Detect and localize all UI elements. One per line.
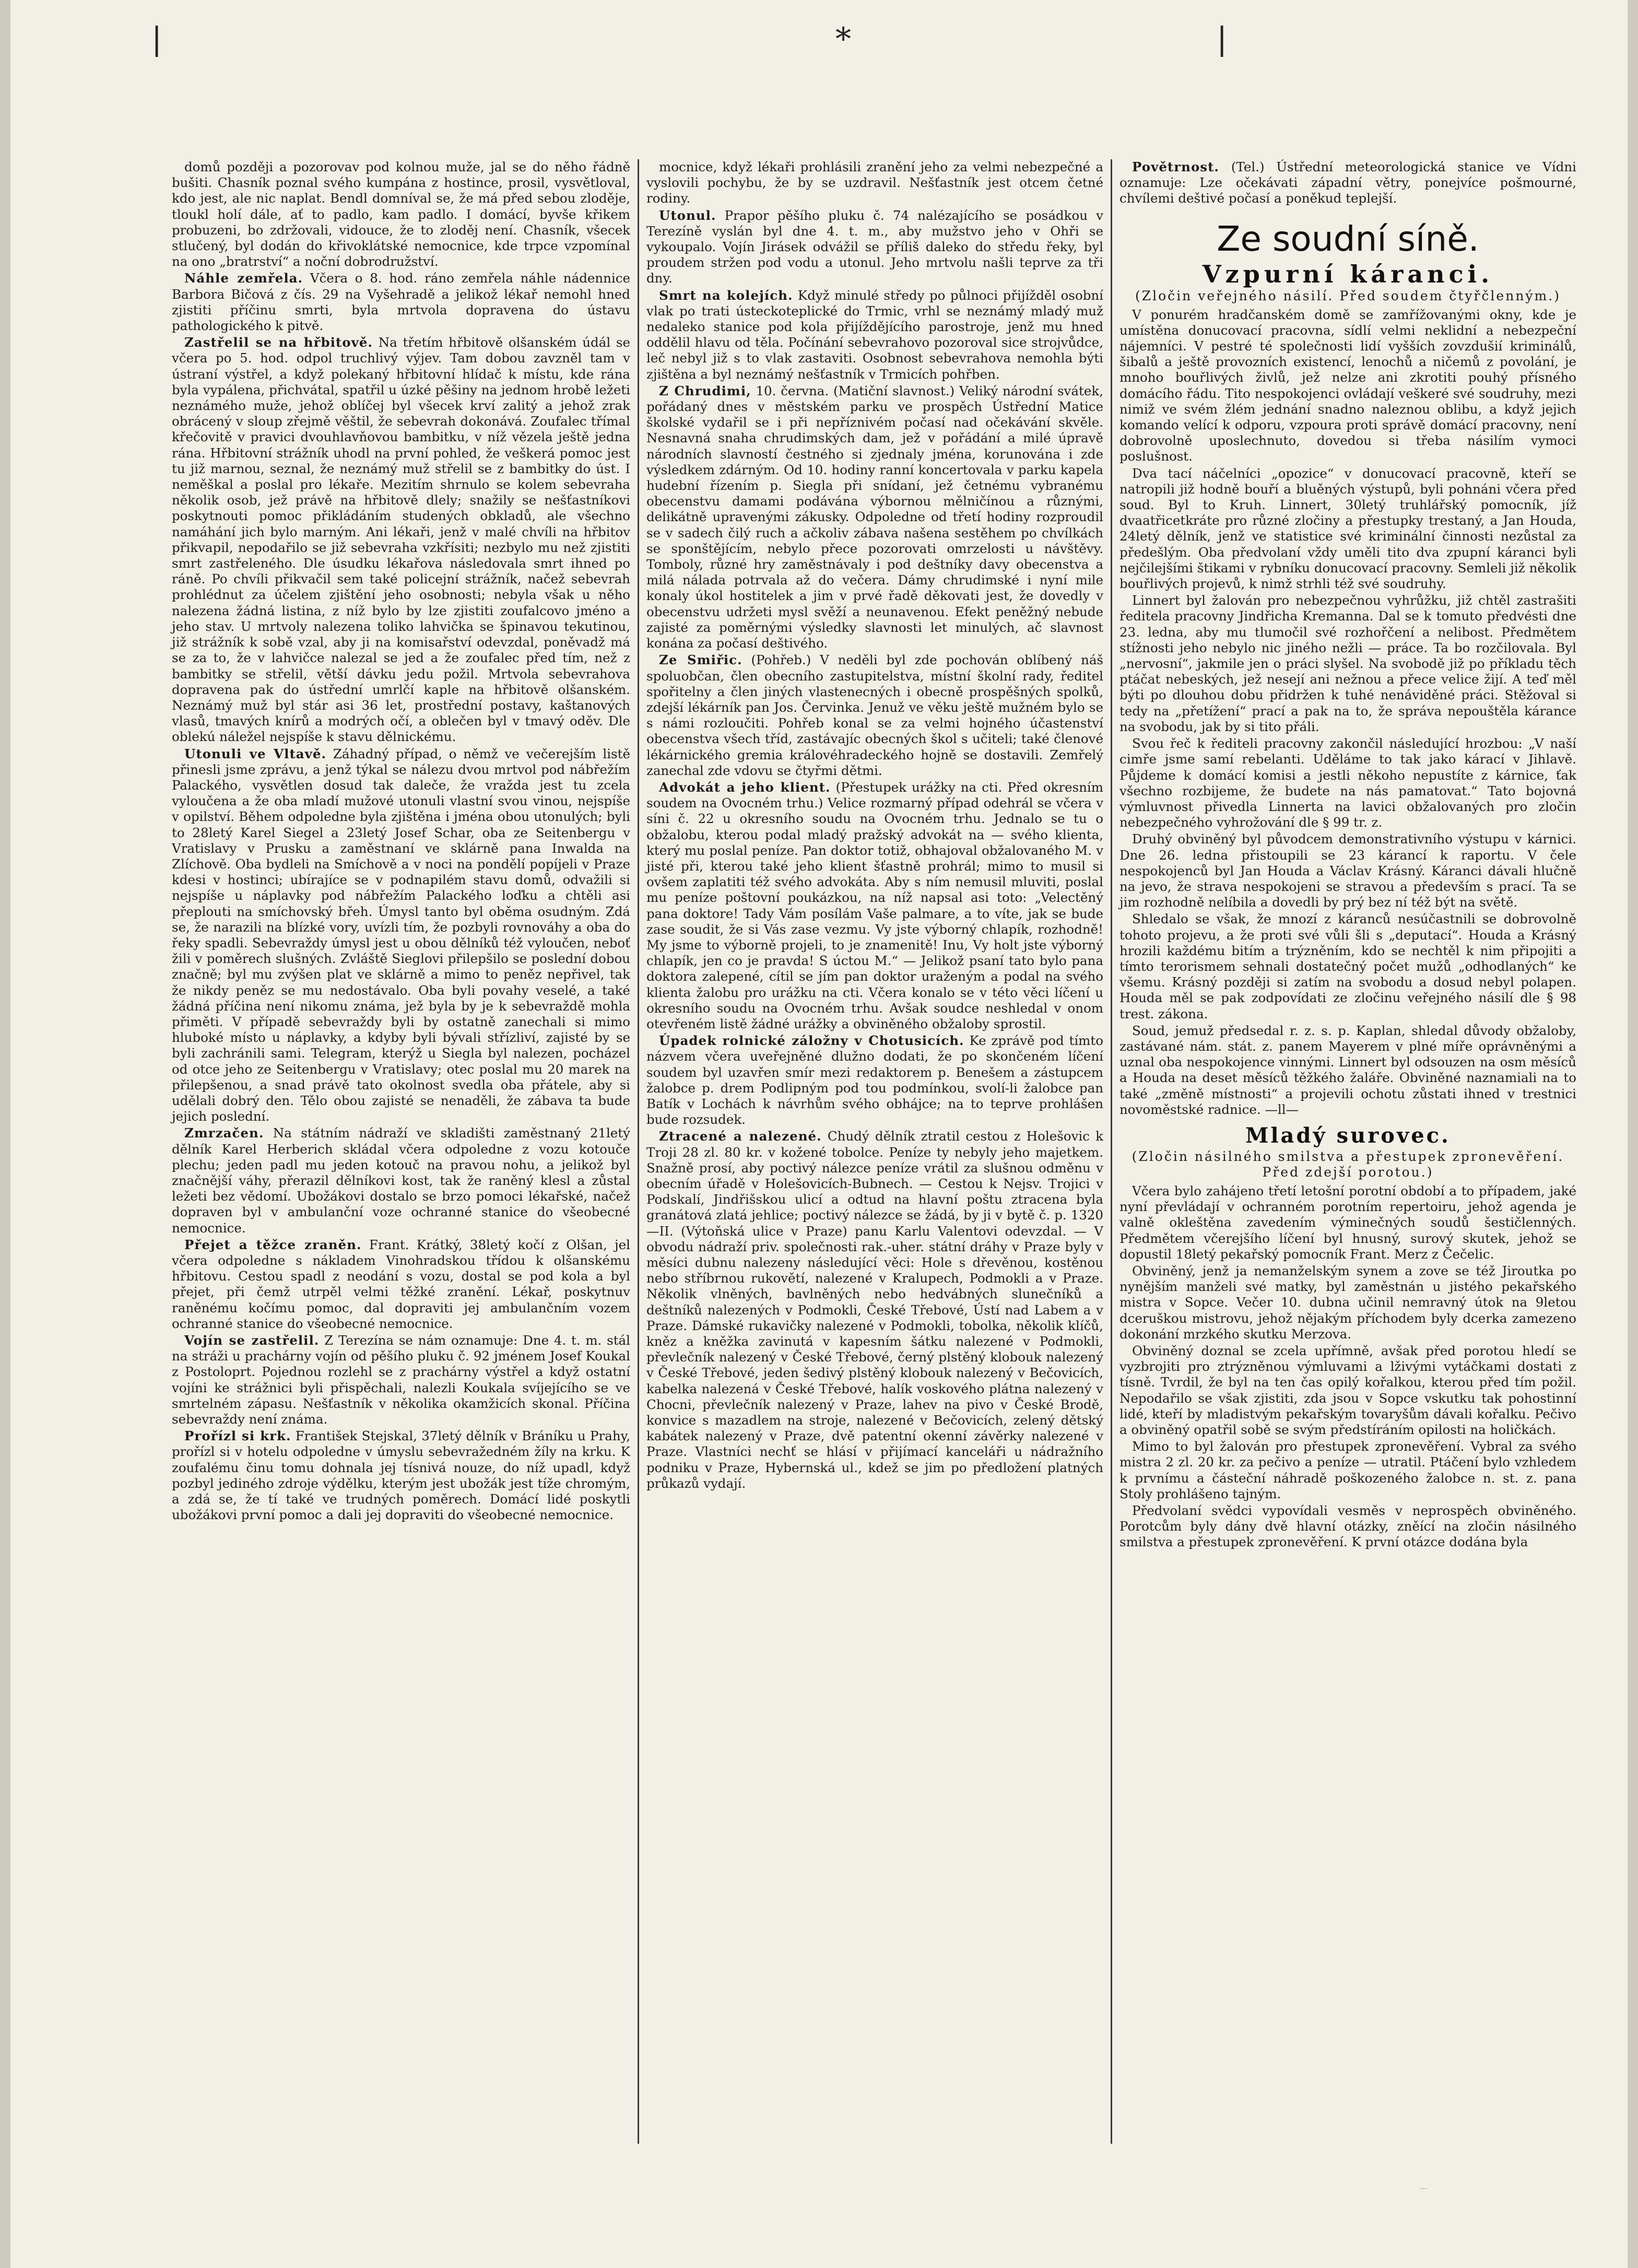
article [646,159,1103,207]
article-body: 10. června. (Matiční slavnost.) Veliký národní svátek, pořádaný dnes v městském parku ve prospěch Ústřední Matice školské vydařil se i při nepříznivém počasí nad očekávání skvěle. Nesnavná snaha chrudimských dam, jež v pořádání a milé úpravě národních slavností čestného si zjednaly jména, korunována i zde výsledkem zdárným. Od 10. hodiny ranní koncertovala v parku kapela hudební řízením p. Siegla při snídaní, jež četnému vybranému obecenstvu damami podávána výbornou mělničínou a různými, delikátně upravenými zákusky. Odpoledne od třetí hodiny rozproudil se v sadech čilý ruch a ačkoliv zábava našena sestěhem po chvílkách se sponštějícím, nebylo přece pozorovati omrzelosti u návštěvy. Tomboly, různé hry zaměstnávaly i pod deštníky davy obecenstva a milá nálada potrvala až do večera. Dámy chrudimské i nyní mile konaly úkol hostitelek a jim v prvé řadě děkovati jest, že dovedly v obecenstvu udržeti mysl svěží a neunavenou. Efekt peněžný nebude zajisté za poměrnými výsledky slavnosti let minulých, ač slavnost konána za počasí deštivého. [646,383,1103,651]
article-paragraph: Mimo to byl žalován pro přestupek zpronevěření. Vybral za svého mistra 2 zl. 20 kr. za pečivo a peníze — utratil. Ptáčení bylo vzhledem k prvnímu a částeční náhradě poškozeného žalobce n. st. z. pana Stoly prohlášeno tajným. [1120,1439,1576,1501]
article-heading: Prořízl si krk. [184,1428,291,1444]
column-left [164,159,638,2144]
article-paragraph: Dva tací náčelníci „opozice“ v donucovací pracovně, kteří se natropili již hodně bouří a bluěných výstupů, byli pohnáni včera před soud. Byl to Kruh. Linnert, 30letý truhlářský pomocník, jíž dvaatřicetkráte pro různé zločiny a přestupky trestaný, a Jan Houda, 24letý dělník, jenž ve statistice své kriminální činnosti nezůstal za předešlým. Oba předvolaní vždy uměli tito dva zpupní káranci byli nejčilejšími štikami v rybníku donucovací pracovny. Semleli již několik bouřlivých projevů, k nimž strhli též své soudruhy. [1120,465,1576,592]
article-heading: Utonuli ve Vltavě. [184,746,327,761]
article-title: Vzpurní káranci. [1202,260,1494,288]
article-body: Na třetím hřbitově olšanském údál se včera po 5. hod. odpol truchlivý výjev. Tam dobou zavzněl tam v ústraní výstřel, a když polekaný hřbitovní hlídač k místu, kde rána byla vypálena, přichvátal, spatřil u úzké pěšiny na jednom hrobě ležeti neznámého muže, jehož oblíčej byl všecek krví zalitý a jehož zrak obrácený v sloup zřejmě věštil, že sebevrah dokonává. Zoufalec třímal křečovitě v pravici dvouhlavňovou bambitku, v níž vězela ještě jedna rána. Hřbitovní strážník uhodl na první pohled, že veškerá pomoc jest tu již marnou, seznal, že neznámý muž střelil se z bambitky do úst. I neměškal a poslal pro lékaře. Mezitím shrnulo se kolem sebevraha několik osob, jež právě na hřbitově dlely; snažily se nešťastníkovi poskytnouti pomoc přikládáním studených obkladů, ale všechno namáhání jich bylo marným. Ani lékaři, jenž v malé chvíli na hřbitov přikvapil, nepodařilo se již sebevraha vzkřísiti; nezbylo mu než zjistiti smrt zastřeleného. Dle úsudku lékařova následovala smrt ihned po ráně. Po chvíli přikvačil sem také policejní strážník, načež sebevrah prohlédnut za účelem zjištění jeho osobnosti; nebyla však u něho nalezena žádná listina, z níž bylo by lze zjistiti zoufalcovo jméno a jeho stav. U mrtvoly nalezena toliko lahvička se špinavou tekutinou, již strážník k sobě vzal, aby ji na komisařství odevzdal, poněvadž má se za to, že v lahvičce nalezal se jed a že zoufalec před tím, než z bambitky se střelil, větší dávku jedu požil. Mrtvola sebevrahova dopravena pak do ústřední umrlčí kaple na hřbitově olšanském. Neznámý muž byl stár asi 36 let, prostřední postavy, kaštanových vlasů, tmavých knírů a modrých očí, a oblečen byl v tmavý oděv. Dle oblekú náležel nejspíše k stavu dělnickému. [172,335,630,745]
article [646,383,1103,651]
article [172,1428,630,1523]
text-columns [164,159,1585,2144]
article-paragraph: Obviněný doznal se zcela upřímně, avšak před porotou hledí se vyzbrojiti pro ztrýzněnou výmluvami a lživými vytáčkami dostati z tísně. Tvrdil, že byl na ten čas opilý kořalkou, kterou před tím požil. Nepodařilo se však zjistiti, zda jsou v Sopce vskutku tak pohostinní lidé, kteří by mladistvým pekařským tovaryšům dávali kořalku. Pečivo a obviněný opatřil sobě se svým předstíráním opilosti na holičkách. [1120,1343,1576,1438]
article-paragraph: Obviněný, jenž ja nemanželským synem a zove se též Jiroutka po nynějším manželi své matky, byl zaměstnán u jistého pekařského mistra v Sopce. Večer 10. dubna učinil nemravný útok na 9letou dceruškou mistrovu, jehož nějakým příchodem byly dcerka zamezeno dokonání mrzkého skutku Merzova. [1120,1263,1576,1342]
page-edge-mark: * [835,21,851,57]
article-heading: Úpadek rolnické záložny v Chotusicích. [659,1033,964,1049]
article [172,1333,630,1427]
article-heading: Smrt na kolejích. [659,287,793,303]
article-body: Záhadný případ, o němž ve večerejším listě přinesli jsme zprávu, a jenž týkal se nálezu dvou mrtvol pod nábřežím Palackého, vysvětlen dosud tak daleče, že vražda jest tu zcela vyloučena a že oba mladí mužové utonuli vlastní svou vinou, nejspíše v opilství. Během odpoledne byla zjištěna i jména obou utonulých; byli to 28letý Karel Siegel a 23letý Josef Schar, oba ze Seitenbergu v Vratislavy v Prusku a zaměstnaní ve sklárně pana Inwalda na Zlíchově. Oba bydleli na Smíchově a v noci na pondělí popíjeli v Praze kdesi v hostinci; ubírajíce se v podnapilém stavu domů, odvažili si nejspíše u náplavky pod nábřežím Palackého loďku a chtěli asi přeplouti na smíchovský břeh. Úmysl tanto byl oběma osudným. Zdá se, že narazili na blízké vory, uvízli tím, že pozbyli rovnováhy a oba do řeky spadli. Sebevraždy úmysl jest u obou dělníků též vyloučen, neboť žili v poměrech slušných. Zvláště Sieglovi přilepšilo se poslední dobou značně; byl mu zvýšen plat ve sklárně a mimo to peněz nepřivel, tak že nikdy peněz se mu nedostávalo. Oba byli povahy veselé, a také žádná příčina není nikomu známa, jež byla by je k sebevraždě mohla přiměti. V případě sebevraždy byli by ostatně zanechali si mimo hluboké místo u náplavky, a kdyby byli bývali střízliví, zajisté by se byli zachránili sami. Telegram, kterýž u Siegla byl nalezen, pocházel od otce jeho ze Seitenbergu v Vratislavy; otec poslal mu 20 marek na přilepšenou, a snad právě tato okolnost svedla oba přátele, aby si udělali dobrý den. Tělo obou zajisté se nenaděli, že zábava ta bude jejich poslední. [172,746,630,1124]
article-body: Prapor pěšího pluku č. 74 nalézajícího se posádkou v Terezíně vyslán byl dne 4. t. m., aby mužstvo jeho v Ohři se vykoupalo. Vojín Jirásek odvážil se příliš daleko do středu řeky, byl proudem stržen pod vodu a utonul. Jeho mrtvolu našli teprve za tři dny. [646,207,1103,286]
article-heading: Z Chrudimi, [659,383,751,398]
article [646,780,1103,1032]
article-heading: Zastřelil se na hřbitově. [184,335,373,350]
article-heading: Zmrzačen. [184,1125,264,1141]
article [1120,159,1576,207]
article [646,1033,1103,1127]
article [172,271,630,334]
article-body: (Pohřeb.) V neděli byl zde pochován oblíbený náš spoluobčan, člen obecního zastupitelstva, místní školní rady, ředitel spořitelny a člen jiných vlastenecných i obecně prospěšných spolků, zdejší lékárník pan Jos. Červinka. Jenuž ve věku ještě mužném bylo se s námi rozloučiti. Pohřeb konal se za velmi hojného účastenství obecenstva všech tříd, zastávajíc obecných škol s učiteli; také členové lékárnického gremia královéhradeckého hojně se dostavili. Zemřelý zanechal zde vdovu se čtyřmi dětmi. [646,652,1103,778]
article-body: mocnice, když lékaři prohlásili zranění jeho za velmi nebezpečné a vyslovili pochybu, že by se uzdravil. Nešťastník jest otcem četné rodiny. [646,159,1103,206]
article-paragraph: Včera bylo zahájeno třetí letošní porotní období a to případem, jaké nyní převládají v ochranném porotním repertoiru, jehož agenda je valně okleštěna zavedením výminečných soudů šestičlenných. Předmětem včerejšího líčení byl hnusný, surový skutek, jehož se dopustil 18letý pekařský pomocník Frant. Merz z Čečelic. [1120,1183,1576,1262]
article-body: Z Terezína se nám oznamuje: Dne 4. t. m. stál na stráži u prachárny vojín od pěšího pluku č. 92 jménem Josef Koukal z Postoloprt. Pojednou rozlehl se z prachárny výstřel a když ostatní vojíni ke strážnici byli přispěchali, nalezli Koukala svíjejícího se ve smrtelném zápasu. Nešťastník v několika okamžicích skonal. Příčina sebevraždy není známa. [172,1333,630,1427]
article-title: Mladý surovec. [1245,1123,1451,1148]
article-heading: Ztracené a nalezené. [659,1129,822,1144]
article-paragraph: Předvolaní svědci vypovídali vesměs v neprospěch obviněného. Porotcům byly dány dvě hlavní otázky, zněící na zločin násilného smilstva a přestupek zpronevěření. K první otázce dodána byla [1120,1503,1576,1550]
article-heading: Advokát a jeho klient. [659,779,831,795]
article-body: Ke zprávě pod tímto názvem včera uveřejněné dlužno dodati, že po skončeném líčení soudem byl uzavřen smír mezi redaktorem p. Benešem a zástupcem žalobce p. drem Podlipným pod tou podmínkou, svolí-li žalobce pan Batík v Lochách k návrhům svého obhájce; na to teprve prohlášen bude rozsudek. [646,1033,1103,1127]
article-paragraph: V ponurém hradčanském domě se zamřížovanými okny, kde je umístěna donucovací pracovna, sídlí velmi neklidní a nebezpeční nájemníci. V pestré té společnosti lidí vyšších zovzdušií kriminálů, šibalů a ještě provozních existencí, lenochů a ničemů z povolání, je mnoho bouřlivých živlů, jež nelze ani zkrotiti pouhý přísného domácího řádu. Tito nespokojenci ovládají veškeré své soudruhy, mezi nimiž ve svém žlém jednání snadno naleznou oblibu, a když jejich komando velící k odporu, vzpoura proti správě domácí pracovny, není dobrovolně uposlechnuto, dovedou si třeba násilím vymoci poslušnost. [1120,307,1576,464]
article-body: (Přestupek urážky na cti. Před okresním soudem na Ovocném trhu.) Velice rozmarný případ odehrál se včera v síni č. 22 u okresního soudu na Ovocném trhu. Jednalo se tu o obžalobu, kterou podal mladý pražský advokát na — svého klienta, který mu poslal peníze. Pan doktor totiž, obhajoval obžalovaného M. v jisté při, kterou také jeho klient šťastně prohrál; mimo to musil si ovšem zaplatiti též svého advokáta. Aby s ním nemusil mluviti, poslal mu peníze poštovní poukázkou, na níž napsal asi toto: „Velectěný pana doktore! Tady Vám posílám Vaše palmare, a to víte, jak se bude zase soudit, že si Vás zase vezmu. Vy jste výborný chlapík, rozhodně! My jsme to výborně projeli, to je znamenitě! Inu, Vy holt jste výborný chlapík, jen co je pravda! S úctou M.“ — Jelikož psaní tato bylo pana doktora zalepené, cítil se jím pan doktor uraženým a podal na svého klienta žalobu pro urážku na cti. Včera konalo se v této věci líčení u okresního soudu na Ovocném trhu. Avšak soudce neshledal v onom otevřeném listě žádné urážky a obviněného obžaloby sprostil. [646,779,1103,1031]
article-body: Včera o 8. hod. ráno zemřela náhle nádennice Barbora Bičová z čís. 29 na Vyšehradě a jelikož lékař nemohl hned zjistiti příčinu smrti, byla mrtvola dopravena do ústavu pathologického k pitvě. [172,271,630,334]
article [646,288,1103,382]
article [172,746,630,1125]
article [172,1237,630,1332]
column-right [1111,159,1584,2144]
article [646,1129,1103,1491]
article [646,652,1103,779]
article-heading: Přejet a těžce zraněn. [184,1237,362,1252]
article-paragraph: Linnert byl žalován pro nebezpečnou vyhrůžku, již chtěl zastrašiti ředitela pracovny Jindřicha Kremanna. Dal se k tomuto předvésti dne 23. ledna, aby mu tlumočil své rozhořčení a nelibost. Předmětem stížnosti jeho nebylo nic jiného nežli — práce. Ta bo rozčilovala. Byl „nervosní“, jakmile jen o práci slyšel. Na svobodě již po příkladu těch ptáčat nebeských, jež nesejí ani nežnou a přece velice žijí. A teď měl býti po dlouhou dobu přidržen k tuhé nenáviděné práci. Stěžoval si tedy na „přetížení“ prací a pak na to, že správa nepouštěla kárance na svobodu, jak by si tito přáli. [1120,593,1576,734]
article-body: Chudý dělník ztratil cestou z Holešovic k Troji 28 zl. 80 kr. v kožené tobolce. Peníze ty nebyly jeho majetkem. Snažně prosí, aby poctivý nálezce peníze vrátil za slušnou odměnu v obecním úřadě v Holešovicích-Bubnech. — Cestou k Nejsv. Trojici v Podskalí, Jindřišskou ulicí a odtud na hlavní poštu ztracena byla granátová zlatá jehlice; poctivý nálezce se žádá, by ji v bytě č. p. 1320—II. (Výtoňská ulice v Praze) panu Karlu Valentovi odevzdal. — V obvodu nádraží priv. společnosti rak.-uher. státní dráhy v Praze byly v měsíci dubnu nalezeny následující věci: Hole s dřevěnou, kostěnou nebo stříbrnou rukovětí, nalezené v Kralupech, Podmokli a v Praze. Několik vlněných, bavlněných nebo hedvábných slunečníků a deštníků nalezených v Podmokli, České Třebové, Ústí nad Labem a v Praze. Dámské rukavičky nalezené v Podmokli, tobolka, několik klíčů, kněz a kněžka zavinutá v kapesním šátku nalezené v Podmokli, převlečník nalezený v České Třebové, černý plstěný klobouk nalezený v České Třebové, jeden šedivý plstěný klobouk nalezený v Bečovicích, kabelka nalezená v České Třebové, halík voskového plátna nalezený v Chocni, převlečník nalezený v Praze, lahev na pivo v České Brodě, konvice s mazadlem na stroje, nalezené v Bečovicích, zelený dětský kabátek nalezený v Praze, dvě patentní okenní závěrky nalezené v Praze. Vlastníci nechť se hlásí v přijímací kanceláři u nádražního podniku v Praze, Hybernská ul., kdež se jim po předložení platných průkazů vydají. [646,1129,1104,1491]
article [172,335,630,745]
article-heading: Povětrnost. [1132,159,1219,174]
page-edge-mark: | [151,21,162,57]
article-body: Když minulé středy po půlnoci přijížděl osobní vlak po trati ústeckoteplické do Trmic, vrhl se neznámý mladý muž nedaleko stanice pod kola přijíždějícího parostroje, jenž mu hned oddělil hlavu od těla. Počínání sebevrahovo pozoroval sice strojvůdce, leč nebyl již s to vlak zastaviti. Osobnost sebevrahova nemohla býti zjištěna a byl neznámý nešťastník v Trmicích pohřben. [646,287,1104,382]
article-heading: Utonul. [659,207,716,223]
article [172,1125,630,1236]
article-dek: (Zločin veřejného násilí. Před soudem čtyřčlenným.) [1135,288,1561,303]
article-paragraph: Svou řeč k řediteli pracovny zakončil následující hrozbou: „V naší cimře jsme samí rebelanti. Uděláme to tak jako kárací v Jihlavě. Půjdeme k domácí komisi a jestli někoho nepustíte z kárnice, ťak všechno rozbijeme, že budete na nás pamatovat.“ Tato bojovná výmluvnost přivedla Linnerta na lavici obžalovaných pro zločin nebezpečného vyhrožování dle § 99 tr. z. [1120,736,1576,830]
article-heading: Vojín se zastřelil. [184,1333,320,1348]
newspaper-page [10,0,1628,2268]
article [646,208,1103,287]
article [172,159,630,269]
article-paragraph: Shledalo se však, že mnozí z káranců nesúčastnili se dobrovolně tohoto projevu, a že proti své vůli šli s „deputací“. Houda a Krásný hrozili každému bitím a trýzněním, kdo se nechtěl k nim připojiti a tímto terorismem sehnali dostatečný počet mužů „odhodlaných“ ke všemu. Krásný později si zatím na svobodu a dosud nebyl polapen. Houda měl se pak zodpovídati ze zločinu veřejného násilí dle § 98 trest. zákona. [1120,911,1576,1021]
article-body: Na státním nádraží ve skladišti zaměstnaný 21letý dělník Karel Herberich skládal včera odpoledne z vozu kotouče plechu; jeden padl mu jeden kotouč na pravou nohu, a jelikož byl značnější váhy, přerazil dělníkovi kost, tak že raněný klesl a zůstal ležeti bez vědomí. Ubožákovi dostalo se brzo pomoci lékařské, načež dopraven byl v ambulanční voze ochranné stanice do všeobecné nemocnice. [172,1125,630,1236]
article-paragraph: Soud, jemuž předsedal r. z. s. p. Kaplan, shledal důvody obžaloby, zastávané nám. stát. z. panem Mayerem v plné míře oprávněnými a uznal oba nespokojence vinnými. Linnert byl odsouzen na osm měsíců a Houda na deset měsíců těžkého žaláře. Obviněné naznamiali na to také „změně místnosti“ a projevili ochotu zůstati ihned v trestnici novoměstské radnice. —ll— [1120,1023,1576,1117]
page-edge-mark: | [1217,21,1228,57]
article-paragraph: Druhý obviněný byl původcem demonstrativního výstupu v kárnici. Dne 26. ledna přistoupili se 23 kárancí k raportu. V čele nespokojenců byl Jan Houda a Václav Krásný. Káranci dávali hlučně na jevo, že strava nespokojeni se stravou a především s prací. Ta se jim rozhodně nelíbila a dovedli by prý bez ní též být na světě. [1120,831,1576,910]
article-heading: Náhle zemřela. [184,271,303,286]
article-heading: Ze Smiřic. [659,652,743,668]
article-body: Frant. Krátký, 38letý kočí z Olšan, jel včera odpoledne s nákladem Vinohradskou třídou k olšanskému hřbitovu. Cestou spadl z neodání s vozu, dostal se pod kola a byl přejet, při čemž utrpěl velmi těžké zranění. Lékař, poskytnuv raněnému kočímu pomoc, dal dopraviti jej ambulančním vozem ochranné stanice do všeobecné nemocnice. [172,1237,630,1331]
article-body: domů později a pozorovav pod kolnou muže, jal se do něho řádně bušiti. Chasník poznal svého kumpána z hostince, prosil, vysvětloval, kdo jest, ale nic naplat. Bendl domníval se, že má před sebou zloděje, tloukl holí dále, ať to padlo, kam padlo. I domácí, byvše křikem probuzeni, bo zdržovali, vidouce, že to zloděj není. Chasník, všecek stlučený, byl dodán do křivoklátské nemocnice, kde trpce vzpomínal na ono „bratrství“ a noční dobrodružství. [172,159,630,269]
article-dek: (Zločin násilného smilstva a přestupek zpronevěření. Před zdejší porotou.) [1132,1148,1564,1180]
column-middle [638,159,1111,2144]
section-title: Ze soudní síně. [1217,218,1479,259]
article-body: František Stejskal, 37letý dělník v Bráníku u Prahy, prořízl si v hotelu odpoledne v úmyslu sebevražedném žíly na krku. K zoufalému činu tomu dohnala jej tísnivá nouze, do níž upadl, když pozbyl jediného zdroje výdělku, kterým jest ubožák jest tíže chromým, a zdá se, že tí také ve trudných poměrech. Domácí lidé poskytli ubožákovi první pomoc a dali jej dopraviti do všeobecné nemocnice. [172,1428,630,1523]
article-body: (Tel.) Ústřední meteorologická stanice ve Vídni oznamuje: Lze očekávati západní větry, ponejvíce pošmourné, chvílemi deštivé počasí a poněkud teplejší. [1120,159,1576,206]
page-footer-mark: ... [1420,2183,1428,2191]
